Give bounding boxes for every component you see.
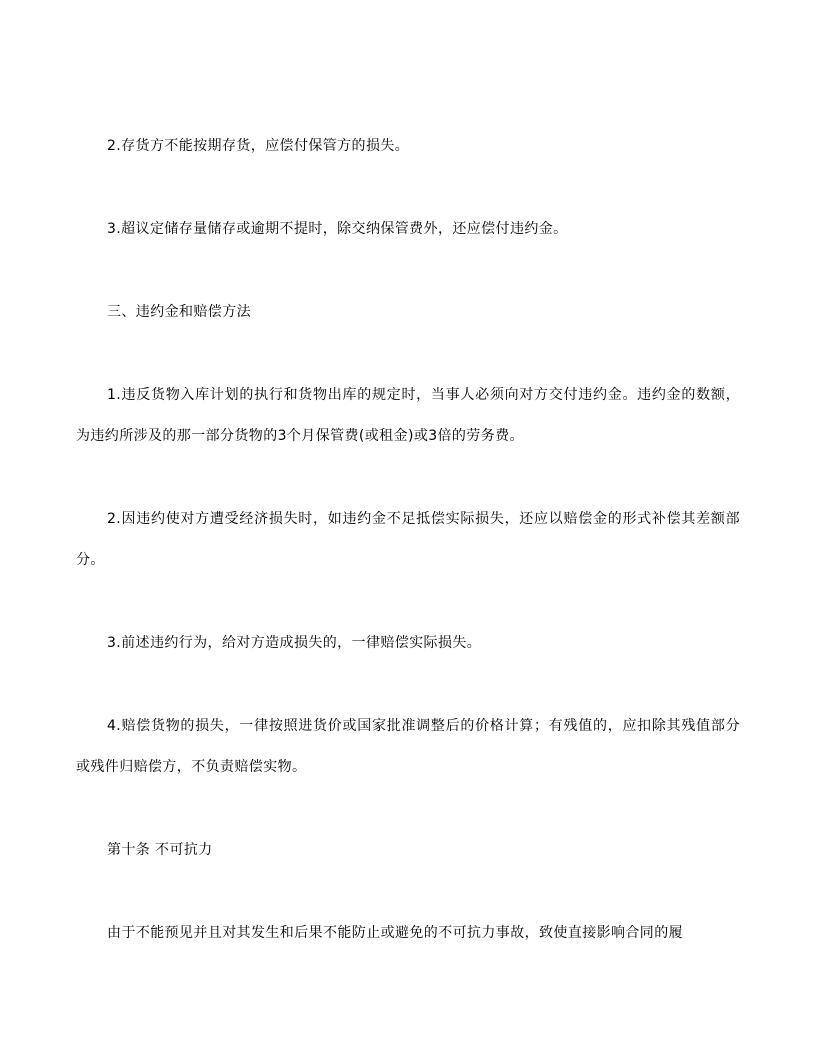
paragraph-force-majeure-start: 由于不能预见并且对其发生和后果不能防止或避免的不可抗力事故，致使直接影响合同的履 [107,925,683,941]
paragraph-overstorage-penalty: 3.超议定储存量储存或逾期不提时，除交纳保管费外，还应偿付违约金。 [107,221,568,237]
paragraph-penalty-amount: 1.违反货物入库计划的执行和货物出库的规定时，当事人必须向对方交付违约金。违约金的数额，为违约所涉及的那一部分货物的3个月保管费(或租金)或3倍的劳务费。 [76,387,740,444]
article-heading-force-majeure: 第十条 不可抗力 [107,842,213,858]
section-heading-penalty-compensation: 三、违约金和赔偿方法 [107,304,251,320]
paragraph-compensation-difference: 2.因违约使对方遭受经济损失时，如违约金不足抵偿实际损失，还应以赔偿金的形式补偿其差额部分。 [76,511,740,568]
paragraph-storer-delay: 2.存货方不能按期存货，应偿付保管方的损失。 [107,138,410,154]
paragraph-actual-loss: 3.前述违约行为，给对方造成损失的，一律赔偿实际损失。 [107,635,482,651]
paragraph-goods-loss-pricing: 4.赔偿货物的损失，一律按照进货价或国家批准调整后的价格计算；有残值的，应扣除其残值部分或残件归赔偿方，不负责赔偿实物。 [76,718,740,775]
